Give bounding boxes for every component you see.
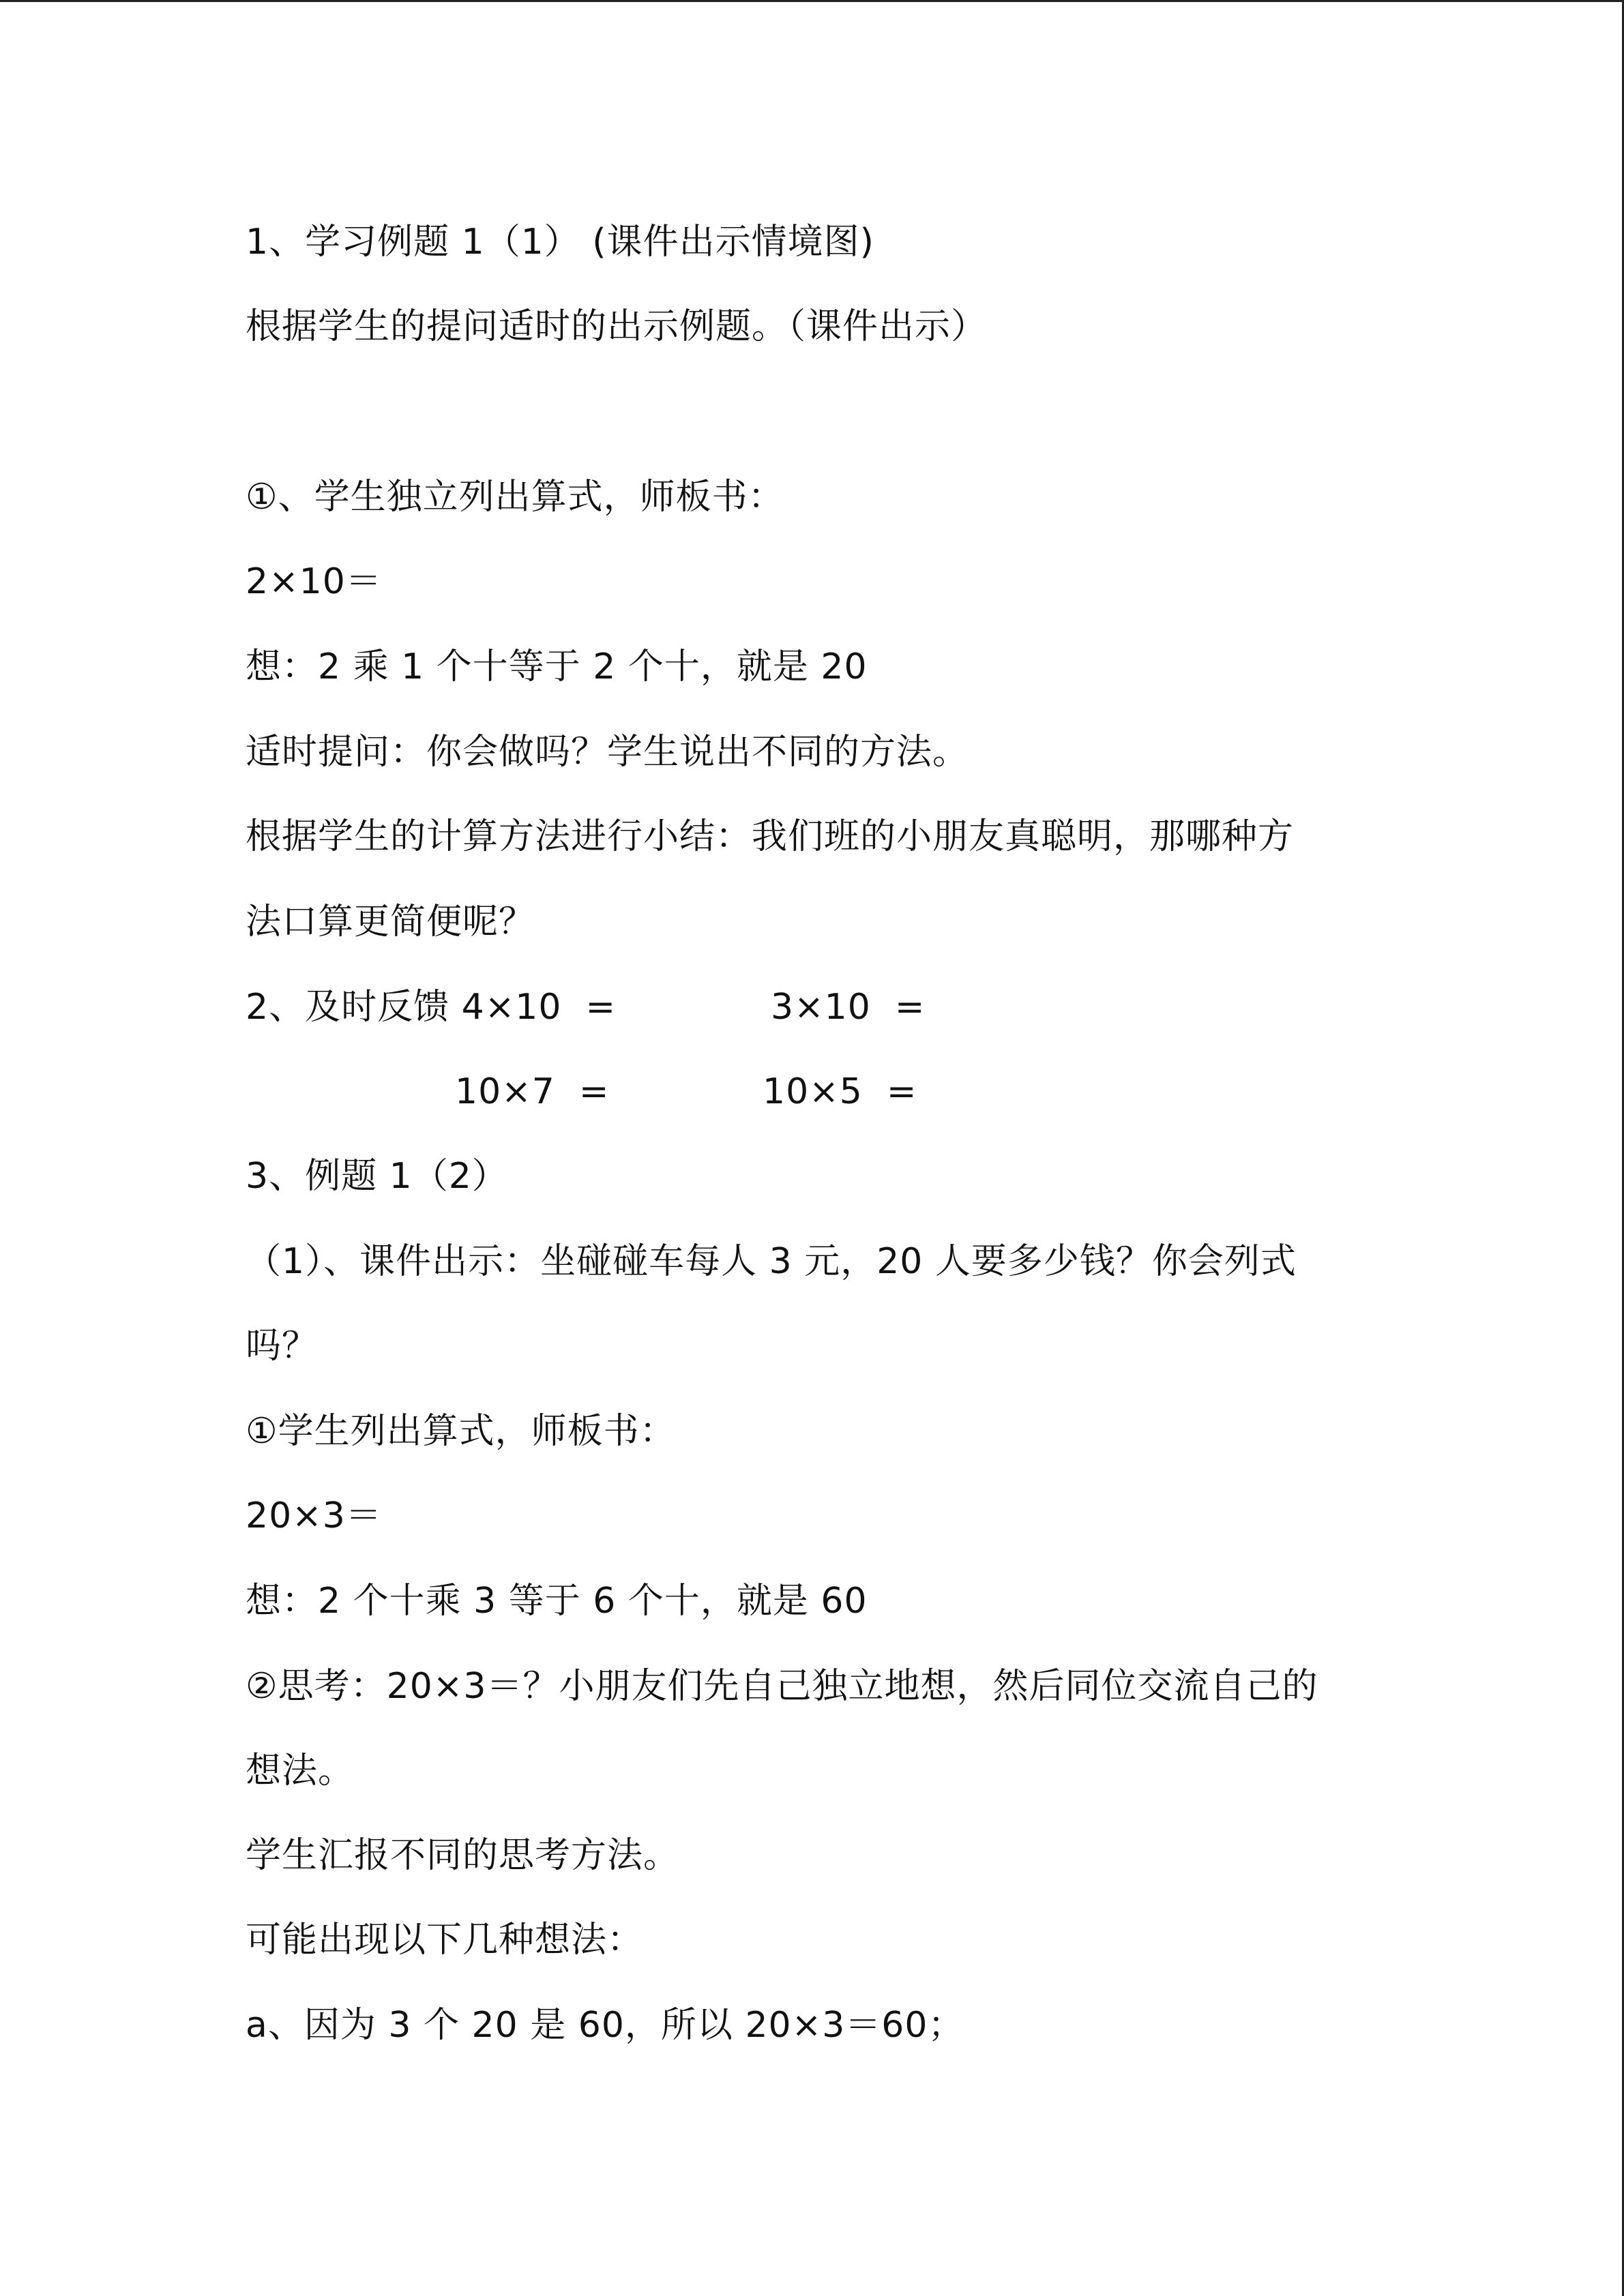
text-line: 适时提问：你会做吗？学生说出不同的方法。	[246, 732, 969, 773]
text-line: ①学生列出算式，师板书：	[246, 1411, 676, 1452]
text-line: 3、例题 1（2）	[246, 1156, 508, 1197]
text-line: 法口算更简便呢？	[246, 901, 535, 942]
feedback-row1-left: 2、及时反馈 4×10 =	[246, 987, 617, 1028]
text-line: 吗？	[246, 1326, 319, 1367]
text-line: （1）、课件出示：坐碰碰车每人 3 元，20 人要多少钱？你会列式	[246, 1241, 1297, 1282]
text-line: 20×3＝	[246, 1495, 382, 1536]
text-line: 学生汇报不同的思考方法。	[246, 1835, 680, 1876]
text-line: 根据学生的计算方法进行小结：我们班的小朋友真聪明，那哪种方	[246, 816, 1295, 857]
text-line: 可能出现以下几种想法：	[246, 1920, 644, 1960]
text-line: a、因为 3 个 20 是 60，所以 20×3＝60；	[246, 2005, 964, 2046]
text-line: ②思考：20×3＝？小朋友们先自己独立地想，然后同位交流自己的	[246, 1666, 1318, 1707]
text-line: ①、学生独立列出算式，师板书：	[246, 477, 784, 518]
text-line: 想法。	[246, 1750, 355, 1791]
text-line: 想：2 个十乘 3 等于 6 个十，就是 60	[246, 1581, 868, 1622]
feedback-row2-right: 10×5 =	[763, 1071, 917, 1112]
text-line: 想：2 乘 1 个十等于 2 个十，就是 20	[246, 646, 868, 687]
text-line: 1、学习例题 1（1） (课件出示情境图)	[246, 222, 874, 263]
feedback-row1-right: 3×10 =	[771, 987, 926, 1028]
text-line: 根据学生的提问适时的出示例题。（课件出示）	[246, 306, 988, 347]
text-line: 2×10＝	[246, 561, 382, 602]
feedback-row2-left: 10×7 =	[455, 1071, 610, 1112]
